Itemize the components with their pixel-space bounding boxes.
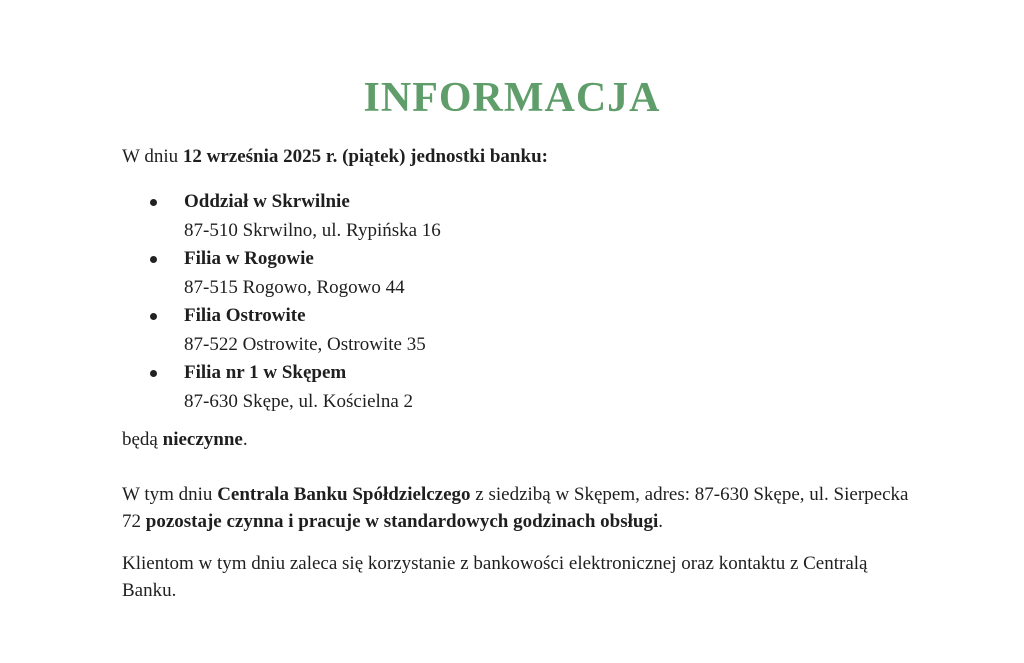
closed-status: nieczynne: [162, 429, 243, 450]
unit-address: 87-510 Skrwilno, ul. Rypińska 16: [184, 220, 441, 241]
unit-name: Oddział w Skrwilnie: [184, 191, 350, 212]
closed-suffix: .: [242, 429, 248, 450]
list-item: [150, 189, 441, 246]
unit-address: 87-522 Ostrowite, Ostrowite 35: [184, 334, 426, 355]
intro-date: 12 września 2025 r. (piątek) jednostki banku:: [182, 146, 548, 167]
list-item: [150, 360, 441, 417]
list-item: [150, 303, 441, 360]
hq-suffix: .: [658, 511, 663, 532]
intro-line: [122, 146, 548, 168]
unit-name: Filia nr 1 w Skępem: [184, 362, 347, 383]
bullet-icon: [150, 313, 157, 320]
unit-address: 87-630 Skępe, ul. Kościelna 2: [184, 391, 414, 412]
intro-prefix: W dniu: [122, 146, 183, 167]
bank-units-list: [150, 189, 441, 417]
unit-name: Filia w Rogowie: [184, 248, 314, 269]
hq-address: z siedzibą w Skępem, adres: 87-630 Skępe, ul. Sierpecka 72: [122, 484, 909, 532]
bullet-icon: [150, 199, 157, 206]
unit-address: 87-515 Rogowo, Rogowo 44: [184, 277, 405, 298]
advice-paragraph: Klientom w tym dniu zaleca się korzystanie z bankowości elektronicznej oraz kontaktu z Centralą Banku.: [122, 553, 868, 601]
bullet-icon: [150, 256, 157, 263]
headquarters-paragraph: [122, 481, 922, 535]
hq-status: pozostaje czynna i pracuje w standardowych godzinach obsługi: [145, 511, 659, 532]
hq-name: Centrala Banku Spółdzielczego: [217, 484, 471, 505]
unit-name: Filia Ostrowite: [184, 305, 306, 326]
closed-prefix: będą: [122, 429, 163, 450]
closed-line: [122, 429, 248, 451]
page-title: INFORMACJA: [363, 75, 661, 121]
hq-prefix: W tym dniu: [122, 484, 218, 505]
list-item: [150, 246, 441, 303]
bullet-icon: [150, 370, 157, 377]
